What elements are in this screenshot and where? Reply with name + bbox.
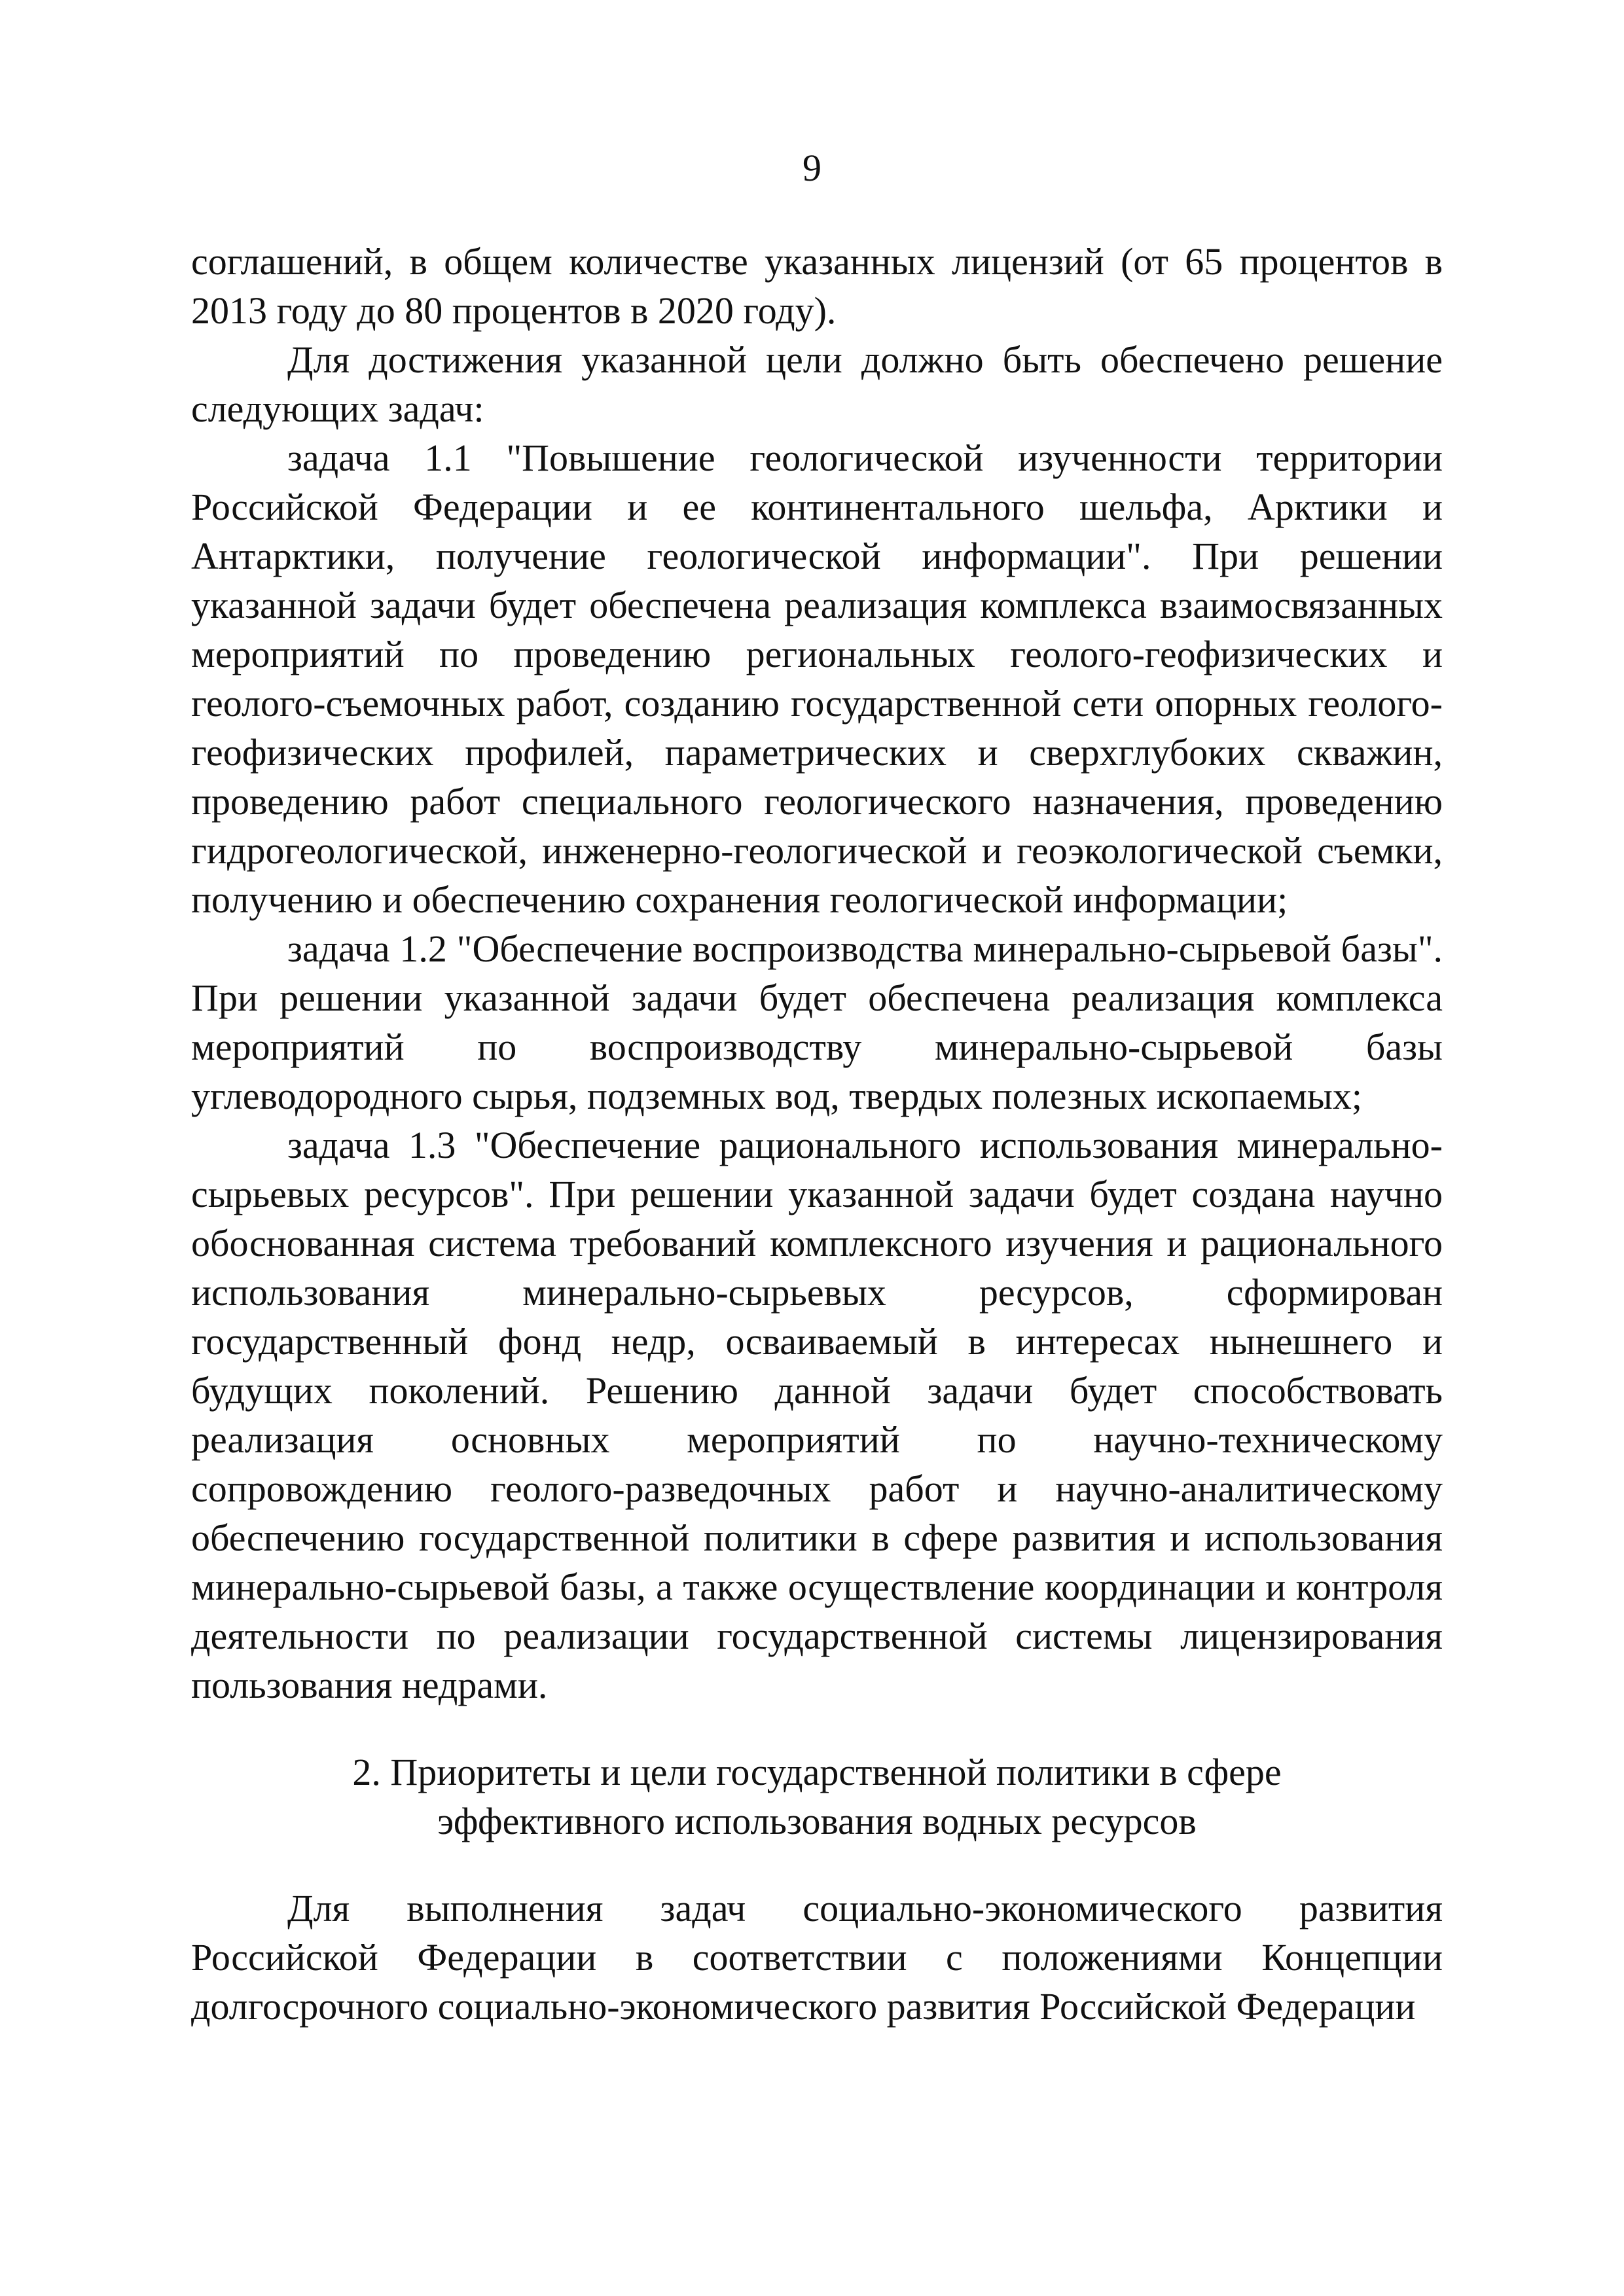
section-heading-line-1: 2. Приоритеты и цели государственной политики в сфере [352,1751,1282,1793]
section-heading-line-2: эффективного использования водных ресурсов [437,1800,1197,1842]
paragraph-task-1-1: задача 1.1 "Повышение геологической изученности территории Российской Федерации и ее континентального шельфа, Арктики и Антарктики, получение геологической информации". При решении указанной задачи будет обеспечена реализация комплекса взаимосвязанных мероприятий по проведению региональных геолого-геофизических и геолого-съемочных работ, созданию государственной сети опорных геолого-геофизических профилей, параметрических и сверхглубоких скважин, проведению работ специального геологического назначения, проведению гидрогеологической, инженерно-геологической и геоэкологической съемки, получению и обеспечению сохранения геологической информации; [191,437,1443,921]
paragraph-task-1-2: задача 1.2 "Обеспечение воспроизводства минерально-сырьевой базы". При решении указанной задачи будет обеспечена реализация комплекса мероприятий по воспроизводству минерально-сырьевой базы углеводородного сырья, подземных вод, твердых полезных ископаемых; [191,927,1443,1117]
paragraph-section-2-intro: Для выполнения задач социально-экономического развития Российской Федерации в соответствии с положениями Концепции долгосрочного социально-экономического развития Российской Федерации [191,1887,1443,2028]
paragraph-continuation: соглашений, в общем количестве указанных лицензий (от 65 процентов в 2013 году до 80 процентов в 2020 году). [191,240,1443,332]
section-heading [191,1748,1443,1846]
document-body [191,237,1443,2031]
paragraph-task-1-3: задача 1.3 "Обеспечение рационального использования минерально-сырьевых ресурсов". При решении указанной задачи будет создана научно обоснованная система требований комплексного изучения и рационального использования минерально-сырьевых ресурсов, сформирован государственный фонд недр, осваиваемый в интересах нынешнего и будущих поколений. Решению данной задачи будет способствовать реализация основных мероприятий по научно-техническому сопровождению геолого-разведочных работ и научно-аналитическому обеспечению государственной политики в сфере развития и использования минерально-сырьевой базы, а также осуществление координации и контроля деятельности по реализации государственной системы лицензирования пользования недрами. [191,1124,1443,1706]
page-number: 9 [803,147,821,189]
paragraph-tasks-intro: Для достижения указанной цели должно быть обеспечено решение следующих задач: [191,338,1443,430]
